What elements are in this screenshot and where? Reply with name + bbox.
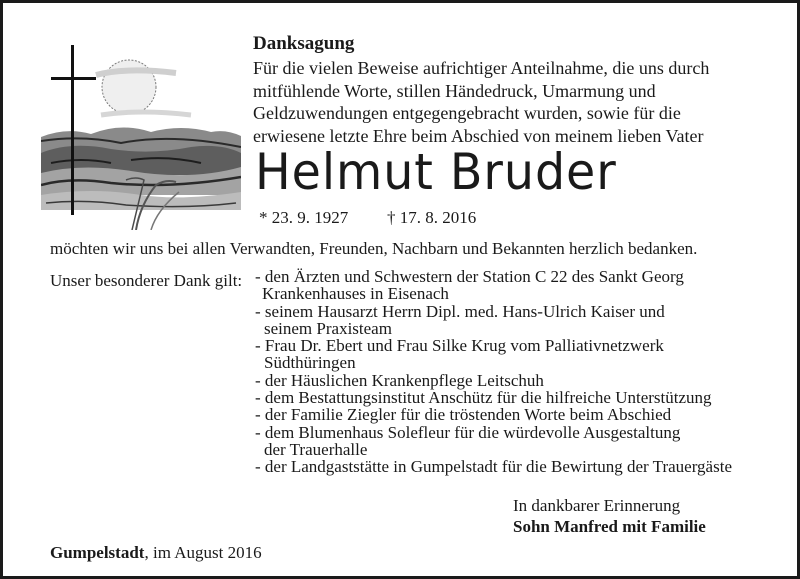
date-line: , im August 2016 (144, 543, 262, 562)
closing-block (513, 495, 706, 537)
list-item: - den Ärzten und Schwestern der Station C 22 des Sankt Georg (255, 267, 684, 286)
list-item: - der Landgaststätte in Gumpelstadt für die Bewirtung der Trauergäste (255, 457, 732, 477)
special-thanks-label: Unser besonderer Dank gilt: (50, 271, 243, 290)
list-item: - Frau Dr. Ebert und Frau Silke Krug vom Palliativnetzwerk (255, 336, 664, 356)
notice-heading: Danksagung (253, 33, 355, 54)
list-item: - dem Blumenhaus Solefleur für die würdevolle Ausgestaltung (255, 422, 681, 442)
place-name: Gumpelstadt (50, 543, 145, 562)
birth-date: * 23. 9. 1927 (259, 208, 349, 227)
list-item: der Trauerhalle (264, 439, 368, 459)
intro-line: erwiesene letzte Ehre beim Abschied von meinem lieben Vater (253, 125, 704, 146)
place-date-line (50, 543, 262, 563)
list-item: Krankenhauses in Eisenach (262, 284, 449, 304)
cross-landscape-illustration (41, 45, 241, 230)
list-item: - der Familie Ziegler für die tröstenden Worte beim Abschied (255, 405, 672, 425)
signature-family: Sohn Manfred mit Familie (513, 517, 706, 536)
intro-line: Für die vielen Beweise aufrichtiger Anteilnahme, die uns durch (253, 58, 710, 78)
special-thanks-list (255, 268, 775, 476)
list-item: - der Häuslichen Krankenpflege Leitschuh (255, 370, 544, 390)
closing-line: In dankbarer Erinnerung (513, 496, 681, 515)
deceased-name: Helmut Bruder (255, 143, 617, 201)
list-item: - seinem Hausarzt Herrn Dipl. med. Hans-Ulrich Kaiser und (255, 301, 665, 321)
list-item: Südthüringen (264, 353, 356, 373)
thanks-line: möchten wir uns bei allen Verwandten, Freunden, Nachbarn und Bekannten herzlich bedanken. (50, 239, 698, 258)
death-date: † 17. 8. 2016 (387, 208, 477, 227)
intro-line: mitfühlende Worte, stillen Händedruck, Umarmung und (253, 80, 656, 101)
intro-paragraph (253, 57, 773, 147)
intro-line: Geldzuwendungen entgegengebracht wurden, sowie für die (253, 103, 681, 123)
list-item: seinem Praxisteam (264, 318, 392, 338)
list-item: - dem Bestattungsinstitut Anschütz für die hilfreiche Unterstützung (255, 388, 712, 408)
